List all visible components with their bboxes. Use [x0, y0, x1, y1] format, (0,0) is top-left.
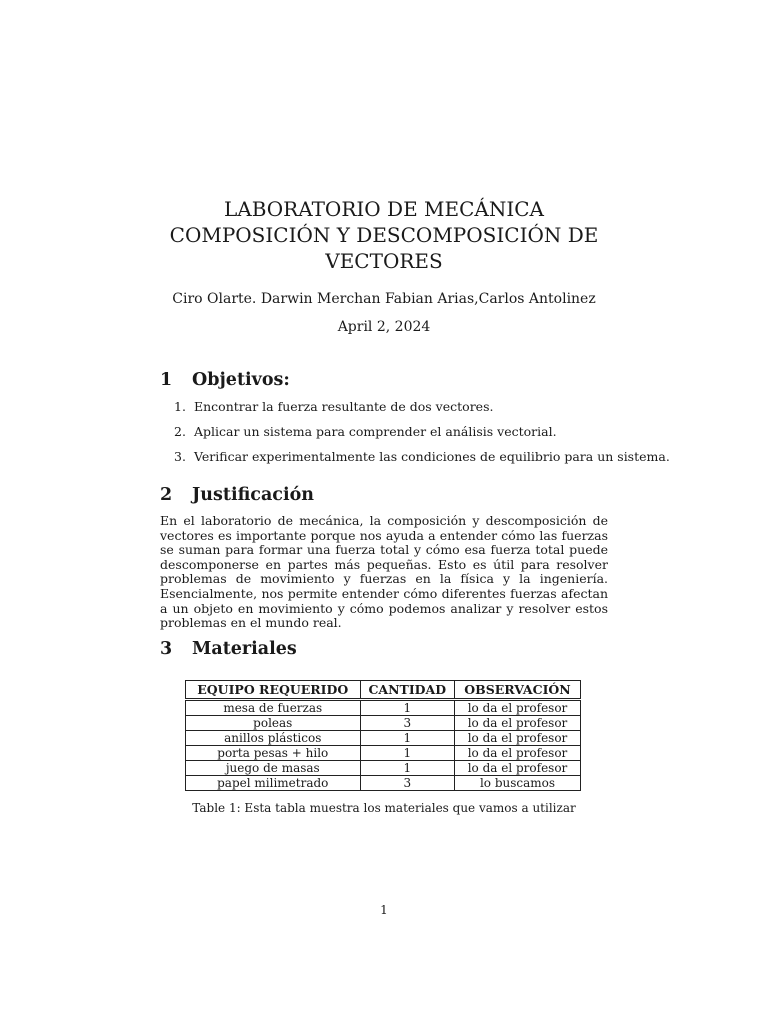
- table-cell: lo buscamos: [455, 776, 581, 791]
- table-cell: poleas: [186, 716, 361, 731]
- table-cell: lo da el profesor: [455, 716, 581, 731]
- page-number: 1: [380, 903, 388, 917]
- table-caption: Table 1: Esta tabla muestra los materiales que vamos a utilizar: [192, 801, 576, 815]
- justification-paragraph: En el laboratorio de mecánica, la composición y descomposición de vectores es importante porque nos ayuda a entender cómo las fuerzas se suman para formar una fuerza total y cómo esa fuerza total puede descomponerse en partes más pequeñas. Esto es útil para resolver problemas de movimiento y fuerzas en la física y la ingeniería. Esencialmente, nos permite entender cómo diferentes fuerzas afectan a un objeto en movimiento y cómo podemos analizar y resolver estos problemas en el mundo real.: [160, 513, 608, 631]
- table-cell: lo da el profesor: [455, 731, 581, 746]
- table-cell: porta pesas + hilo: [186, 746, 361, 761]
- section-heading-justificacion: [160, 484, 314, 506]
- table-row: [186, 731, 581, 746]
- table-cell: 1: [360, 746, 454, 761]
- table-cell: papel milimetrado: [186, 776, 361, 791]
- section-title: Materiales: [192, 639, 297, 659]
- table-cell: mesa de fuerzas: [186, 700, 361, 716]
- table-cell: lo da el profesor: [455, 746, 581, 761]
- table-cell: lo da el profesor: [455, 761, 581, 776]
- objective-item: [174, 399, 493, 415]
- column-header-equipo: EQUIPO REQUERIDO: [186, 681, 361, 700]
- section-number: 2: [160, 485, 173, 505]
- table-cell: 3: [360, 776, 454, 791]
- objective-text: Verificar experimentalmente las condiciones de equilibrio para un sistema.: [194, 449, 670, 464]
- objective-text: Aplicar un sistema para comprender el análisis vectorial.: [194, 424, 557, 439]
- document-title: [160, 196, 608, 274]
- table-cell: anillos plásticos: [186, 731, 361, 746]
- table-row: [186, 716, 581, 731]
- table-header-row: [186, 681, 581, 700]
- table-row: [186, 700, 581, 716]
- column-header-observacion: OBSERVACIÓN: [455, 681, 581, 700]
- table-cell: 1: [360, 761, 454, 776]
- section-title: Justificación: [192, 485, 315, 505]
- objective-number: 3.: [174, 449, 186, 464]
- section-heading-objetivos: [160, 369, 290, 391]
- section-number: 3: [160, 639, 173, 659]
- table-cell: 1: [360, 731, 454, 746]
- authors: Ciro Olarte. Darwin Merchan Fabian Arias,Carlos Antolinez: [172, 291, 596, 307]
- objective-item: [174, 424, 557, 440]
- section-heading-materiales: [160, 638, 297, 660]
- table-cell: juego de masas: [186, 761, 361, 776]
- table-cell: lo da el profesor: [455, 700, 581, 716]
- objective-number: 2.: [174, 424, 186, 439]
- table-row: [186, 746, 581, 761]
- materials-table: [185, 680, 581, 791]
- title-line-1: LABORATORIO DE MECÁNICA: [223, 197, 544, 221]
- objective-text: Encontrar la fuerza resultante de dos vectores.: [194, 399, 494, 414]
- table-row: [186, 776, 581, 791]
- objective-item: [174, 449, 670, 465]
- objective-number: 1.: [174, 399, 186, 414]
- title-line-2: COMPOSICIÓN Y DESCOMPOSICIÓN DE: [169, 223, 599, 247]
- title-line-3: VECTORES: [325, 249, 443, 273]
- table-row: [186, 761, 581, 776]
- section-title: Objetivos:: [192, 370, 290, 390]
- date: April 2, 2024: [337, 319, 431, 335]
- table-cell: 3: [360, 716, 454, 731]
- column-header-cantidad: CANTIDAD: [360, 681, 454, 700]
- section-number: 1: [160, 370, 173, 390]
- table-cell: 1: [360, 700, 454, 716]
